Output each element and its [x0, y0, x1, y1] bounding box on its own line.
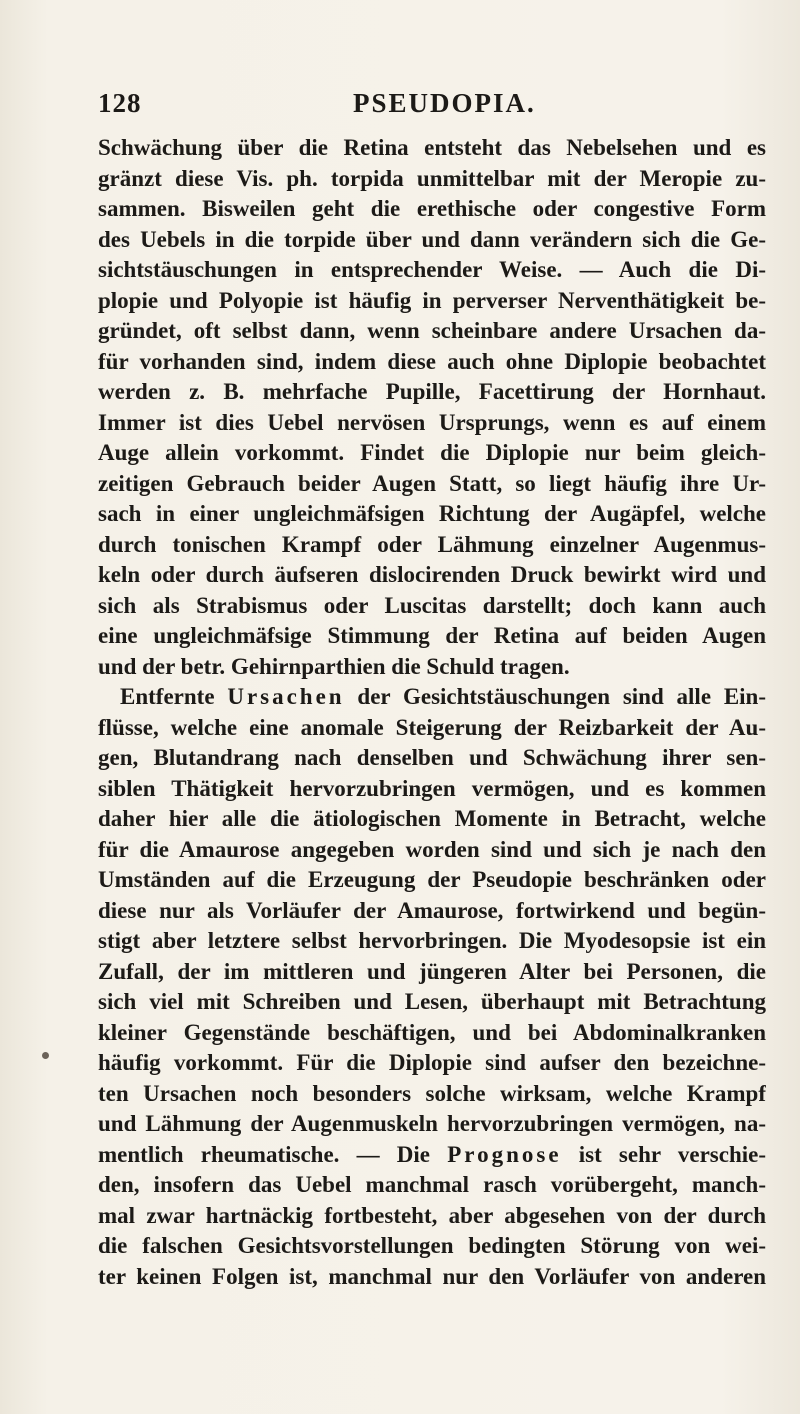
text-line [98, 682, 766, 713]
text-line: sach in einer ungleichmäfsigen Richtung der Augäpfel, welche [98, 501, 766, 526]
text-line: und Lähmung der Augenmuskeln hervorzubringen vermögen, na- [98, 1111, 766, 1136]
text-line: häufig vorkommt. Für die Diplopie sind aufser den bezeichne- [98, 1050, 766, 1075]
text-line: die falschen Gesichtsvorstellungen bedingten Störung von wei- [98, 1233, 766, 1258]
text-line: Schwächung über die Retina entsteht das Nebelsehen und es [98, 135, 766, 160]
text-line: diese nur als Vorläufer der Amaurose, fortwirkend und begün- [98, 897, 766, 923]
text-run: mentlich rheumatische. — Die [98, 1141, 431, 1167]
text-line: kleiner Gegenstände beschäftigen, und bei Abdominalkranken [98, 1019, 766, 1045]
text-line: durch tonischen Krampf oder Lähmung einzelner Augenmus- [98, 531, 766, 557]
text-line: werden z. B. mehrfache Pupille, Facettirung der Hornhaut. [98, 379, 766, 404]
text-line: ten Ursachen noch besonders solche wirksam, welche Krampf [98, 1080, 766, 1106]
text-line: des Uebels in die torpide über und dann verändern sich die Ge- [98, 226, 766, 252]
running-title: PSEUDOPIA. [353, 88, 536, 118]
text-line: und der betr. Gehirnparthien die Schuld tragen. [98, 653, 570, 679]
text-line: für vorhanden sind, indem diese auch ohne Diplopie beobachtet [98, 348, 766, 374]
text-line: keln oder durch äufseren dislocirenden Druck bewirkt wird und [98, 562, 766, 587]
text-line: flüsse, welche eine anomale Steigerung der Reizbarkeit der Au- [98, 714, 766, 740]
section-keyword: Ursachen [227, 684, 345, 709]
body-text [98, 133, 766, 1292]
text-line: mal zwar hartnäckig fortbesteht, aber abgesehen von der durch [98, 1202, 766, 1228]
text-run: der Gesichtstäuschungen sind alle Ein- [357, 684, 766, 709]
text-line: Auge allein vorkommt. Findet die Diplopie nur beim gleich- [98, 440, 766, 465]
text-line: ter keinen Folgen ist, manchmal nur den Vorläufer von anderen [98, 1263, 766, 1289]
ink-spot [42, 1052, 49, 1059]
text-line: daher hier alle die ätiologischen Momente in Betracht, welche [98, 806, 766, 831]
text-line: eine ungleichmäfsige Stimmung der Retina auf beiden Augen [98, 623, 766, 648]
text-line: den, insofern das Uebel manchmal rasch vorübergeht, manch- [98, 1172, 766, 1197]
text-line: stigt aber letztere selbst hervorbringen. Die Myodesopsie ist ein [98, 928, 766, 953]
text-line: plopie und Polyopie ist häufig in perverser Nerventhätigkeit be- [98, 287, 766, 313]
text-run: Entfernte [120, 684, 215, 709]
text-line: Immer ist dies Uebel nervösen Ursprungs, wenn es auf einem [98, 409, 766, 435]
text-line [98, 1140, 766, 1171]
text-line: sich als Strabismus oder Luscitas darstellt; doch kann auch [98, 592, 766, 618]
text-line: sichtstäuschungen in entsprechender Weise. — Auch die Di- [98, 257, 766, 282]
text-line: zeitigen Gebrauch beider Augen Statt, so liegt häufig ihre Ur- [98, 470, 766, 496]
page-number: 128 [98, 88, 142, 118]
text-line: Zufall, der im mittleren und jüngeren Alter bei Personen, die [98, 958, 766, 984]
text-line: gränzt diese Vis. ph. torpida unmittelbar mit der Meropie zu- [98, 165, 766, 191]
text-line: gründet, oft selbst dann, wenn scheinbare andere Ursachen da- [98, 318, 766, 343]
text-line: für die Amaurose angegeben worden sind und sich je nach den [98, 836, 766, 862]
section-keyword: Prognose [447, 1141, 562, 1167]
text-line: Umständen auf die Erzeugung der Pseudopie beschränken oder [98, 867, 766, 892]
text-run: ist sehr verschie- [578, 1141, 766, 1167]
text-line: sammen. Bisweilen geht die erethische oder congestive Form [98, 196, 766, 221]
page-header [98, 88, 758, 122]
text-line: siblen Thätigkeit hervorzubringen vermögen, und es kommen [98, 775, 766, 801]
text-line: sich viel mit Schreiben und Lesen, überhaupt mit Betrachtung [98, 989, 766, 1014]
text-line: gen, Blutandrang nach denselben und Schwächung ihrer sen- [98, 745, 766, 770]
